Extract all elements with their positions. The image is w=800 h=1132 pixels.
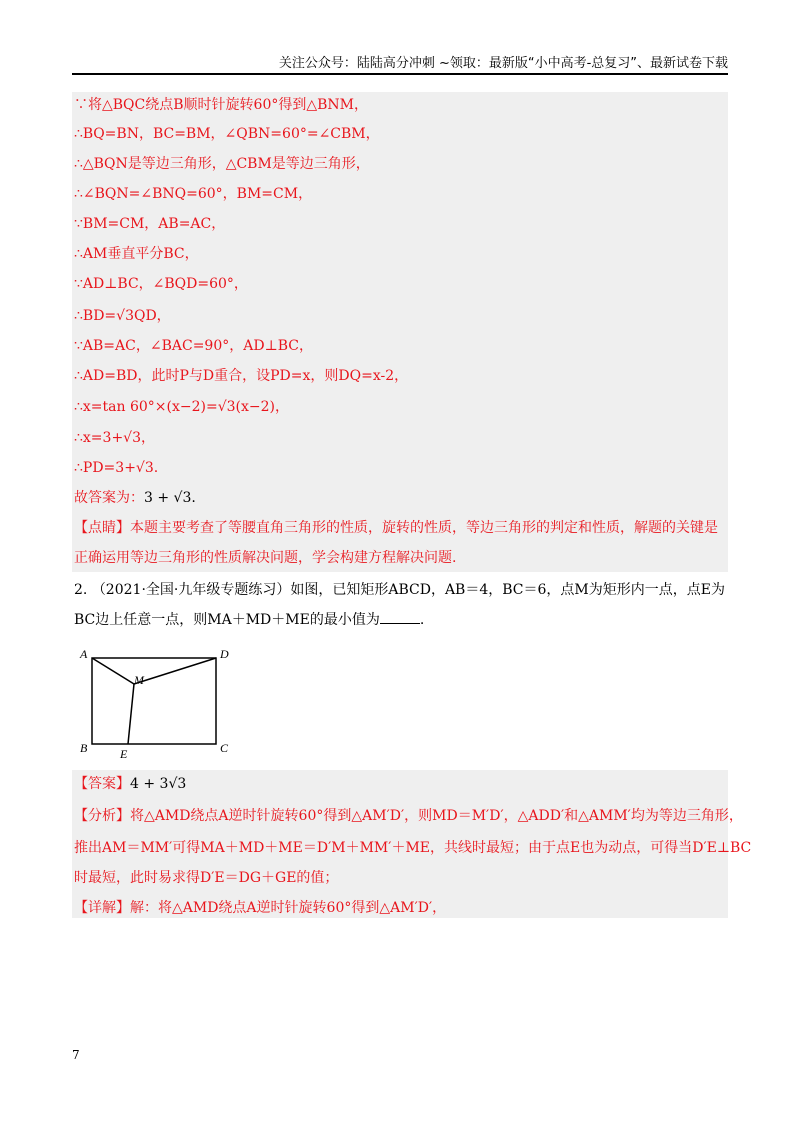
answer-value: 3 + √3. [144,490,196,506]
solution1-line-10: ∴AD=BD，此时P与D重合，设PD=x，则DQ=x-2， [74,368,409,384]
solution1-line-5: ∵BM=CM，AB=AC， [74,216,226,232]
solution1-line-9: ∵AB=AC，∠BAC=90°，AD⊥BC， [74,338,314,354]
comment-line-2: 正确运用等边三角形的性质解决问题，学会构建方程解决问题. [74,550,457,566]
label-d: D [220,647,229,661]
segment-dm [134,658,216,684]
solution1-line-11: ∴x=tan 60°×(x−2)=√3(x−2)， [74,399,289,415]
page-header: 关注公众号：陆陆高分冲刺 ~领取：最新版“小中高考-总复习”、最新试卷下载 [278,56,728,71]
label-b: B [80,741,88,755]
comment-text-1: 本题主要考查了等腰直角三角形的性质，旋转的性质，等边三角形的判定和性质，解题的关键是 [130,520,718,536]
page-number: 7 [72,1048,80,1062]
answer-tag: 【答案】 [74,776,130,792]
solution1-line-7: ∵AD⊥BC，∠BQD=60°， [74,276,248,292]
problem-number: 2. [74,582,88,598]
problem-text-1: 如图，已知矩形ABCD，AB＝4，BC＝6，点M为矩形内一点，点E为 [290,582,725,598]
solution1-line-3: ∴△BQN是等边三角形，△CBM是等边三角形， [74,156,370,172]
analysis-line-2: 推出AM＝MM′可得MA＋MD＋ME＝D′M＋MM′＋ME，共线时最短；由于点E也为动点，可得当D′E⊥BC [74,840,752,856]
solution1-line-1: ∵将△BQC绕点B顺时针旋转60°得到△BNM， [74,97,368,113]
answer2-value: 4 + 3√3 [130,776,187,792]
problem2-line-2 [74,610,424,630]
detail-line-1 [74,898,446,918]
problem2-line-1 [74,580,725,600]
segment-me [128,684,134,744]
problem-end: . [419,612,425,628]
segment-am [92,658,134,684]
solution1-answer [74,488,196,508]
analysis-line-3: 时最短，此时易求得D′E＝DG＋GE的值； [74,870,339,886]
answer-prefix: 故答案为： [74,490,144,506]
solution1-line-12: ∴x=3+√3， [74,430,155,446]
solution1-line-13: ∴PD=3+√3. [74,460,159,476]
detail-tag: 【详解】 [74,900,130,916]
solution1-line-8: ∴BD=√3QD， [74,308,171,324]
analysis-text-1: 将△AMD绕点A逆时针旋转60°得到△AM′D′，则MD＝M′D′，△ADD′和△AMM′均为等边三角形， [130,808,743,824]
header-rule [72,73,728,75]
solution1-line-2: ∴BQ=BN，BC=BM，∠QBN=60°=∠CBM， [74,126,380,142]
label-m: M [134,673,144,687]
label-e: E [120,747,128,760]
comment-line-1 [74,518,718,538]
analysis-tag: 【分析】 [74,808,130,824]
solution1-line-6: ∴AM垂直平分BC， [74,246,199,262]
label-c: C [220,741,229,755]
label-a: A [80,647,88,661]
solution1-line-4: ∴∠BQN=∠BNQ=60°，BM=CM， [74,186,313,202]
answer-blank [380,623,420,624]
detail-text-1: 解：将△AMD绕点A逆时针旋转60°得到△AM′D′， [130,900,447,916]
problem-text-2: BC边上任意一点，则MA＋MD＋ME的最小值为 [74,612,380,628]
rectangle-abcd [92,658,216,744]
answer-line [74,774,186,794]
rectangle-figure [76,644,246,760]
comment-tag: 【点睛】 [74,520,130,536]
analysis-line-1 [74,806,743,826]
problem-source: （2021·全国·九年级专题练习） [91,582,291,598]
